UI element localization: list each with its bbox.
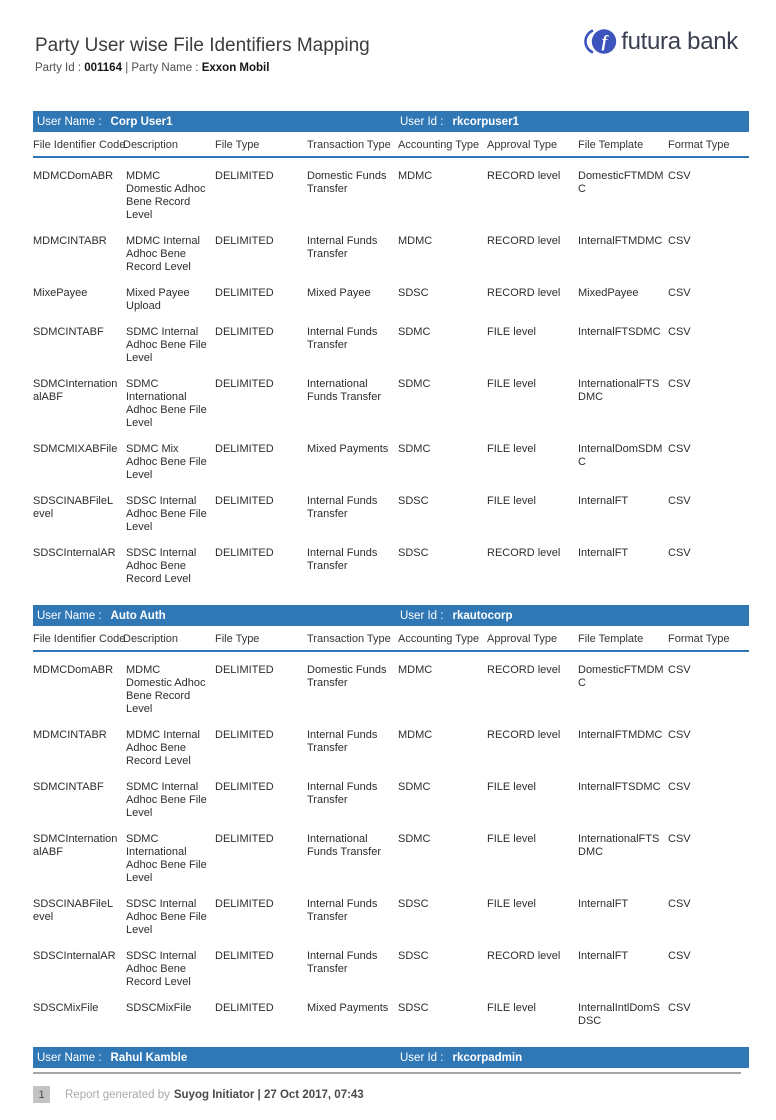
cell: SDSCMixFile: [33, 1002, 99, 1014]
cell: InternalFT: [578, 898, 629, 910]
cell: SDSC: [398, 898, 429, 910]
table-row: [33, 1002, 749, 1041]
page-number-badge: 1: [33, 1086, 50, 1103]
page-footer: [33, 1072, 741, 1103]
cell: SDSC Internal Adhoc Bene Record Level: [126, 547, 197, 585]
user-name-label: User Name :: [37, 1051, 102, 1064]
cell: SDMC: [398, 378, 431, 390]
brand-wordmark: futura bank: [621, 27, 738, 55]
cell: SDMC: [398, 326, 431, 338]
column-header-approval-type: Approval Type: [487, 132, 578, 157]
user-id-label: User Id :: [400, 115, 444, 128]
user-name-label: User Name :: [37, 115, 102, 128]
cell: MDMC Domestic Adhoc Bene Record Level: [126, 664, 206, 715]
cell: Internal Funds Transfer: [307, 547, 378, 572]
cell: RECORD level: [487, 170, 561, 182]
cell: SDMC: [398, 781, 431, 793]
cell: SDSCInternalAR: [33, 547, 116, 559]
table-row: [33, 378, 749, 443]
cell: SDMC Internal Adhoc Bene File Level: [126, 326, 207, 364]
cell: InternationalFTSDMC: [578, 833, 660, 858]
cell: InternalDomSDMC: [578, 443, 663, 468]
cell: Internal Funds Transfer: [307, 950, 378, 975]
column-header-file-identifier-code: File Identifier Code: [33, 626, 123, 651]
user-bar: [33, 111, 749, 132]
cell: CSV: [668, 326, 691, 338]
cell: RECORD level: [487, 287, 561, 299]
user-name-group: [37, 1052, 187, 1064]
column-header-file-identifier-code: File Identifier Code: [33, 132, 123, 157]
file-identifier-table: [33, 132, 749, 599]
cell: CSV: [668, 898, 691, 910]
cell: FILE level: [487, 833, 536, 845]
cell: InternalFT: [578, 547, 629, 559]
cell: SDMC International Adhoc Bene File Level: [126, 378, 207, 429]
party-separator: |: [125, 62, 129, 74]
cell: SDMCInternationalABF: [33, 378, 118, 403]
user-name-value: Auto Auth: [110, 609, 166, 622]
cell: SDMC Internal Adhoc Bene File Level: [126, 781, 207, 819]
column-header-file-type: File Type: [215, 132, 307, 157]
table-row: [33, 898, 749, 950]
cell: InternalFT: [578, 495, 629, 507]
cell: SDMC: [398, 443, 431, 455]
cell: Internal Funds Transfer: [307, 235, 378, 260]
table-row: [33, 287, 749, 326]
cell: MDMC: [398, 664, 433, 676]
cell: FILE level: [487, 443, 536, 455]
column-header-row: [33, 626, 749, 651]
cell: SDMC Mix Adhoc Bene File Level: [126, 443, 207, 481]
cell: DELIMITED: [215, 833, 274, 845]
table-row: [33, 729, 749, 781]
cell: SDSC Internal Adhoc Bene File Level: [126, 495, 207, 533]
user-id-value: rkcorpadmin: [452, 1051, 523, 1064]
user-id-label: User Id :: [400, 609, 444, 622]
user-id-value: rkcorpuser1: [452, 115, 519, 128]
table-row: [33, 495, 749, 547]
party-info: [35, 62, 776, 74]
cell: DELIMITED: [215, 950, 274, 962]
cell: MDMCINTABR: [33, 235, 107, 247]
column-header-accounting-type: Accounting Type: [398, 626, 487, 651]
cell: CSV: [668, 378, 691, 390]
cell: MDMC Internal Adhoc Bene Record Level: [126, 235, 200, 273]
cell: Internal Funds Transfer: [307, 495, 378, 520]
cell: RECORD level: [487, 235, 561, 247]
column-header-format-type: Format Type: [668, 626, 749, 651]
cell: MDMC Domestic Adhoc Bene Record Level: [126, 170, 206, 221]
user-file-mapping-section: [33, 1047, 749, 1068]
cell: InternalIntlDomSDSC: [578, 1002, 660, 1027]
table-row: [33, 443, 749, 495]
cell: DELIMITED: [215, 495, 274, 507]
cell: SDSCINABFileLevel: [33, 495, 114, 520]
cell: FILE level: [487, 1002, 536, 1014]
user-name-group: [37, 610, 166, 622]
cell: SDSC: [398, 495, 429, 507]
cell: DELIMITED: [215, 1002, 274, 1014]
cell: InternalFT: [578, 950, 629, 962]
user-file-mapping-section: [33, 111, 749, 599]
cell: InternalFTMDMC: [578, 729, 663, 741]
generated-by-value: Suyog Initiator | 27 Oct 2017, 07:43: [173, 1088, 364, 1101]
futura-bank-icon: [584, 26, 617, 57]
column-header-accounting-type: Accounting Type: [398, 132, 487, 157]
cell: FILE level: [487, 495, 536, 507]
cell: Domestic Funds Transfer: [307, 664, 387, 689]
cell: MDMCDomABR: [33, 664, 114, 676]
cell: FILE level: [487, 898, 536, 910]
cell: Internal Funds Transfer: [307, 781, 378, 806]
cell: CSV: [668, 950, 691, 962]
cell: CSV: [668, 1002, 691, 1014]
table-row: [33, 781, 749, 833]
cell: DELIMITED: [215, 729, 274, 741]
cell: RECORD level: [487, 547, 561, 559]
generated-by-label: Report generated by: [65, 1088, 170, 1101]
page-title: Party User wise File Identifiers Mapping: [35, 35, 370, 56]
cell: DELIMITED: [215, 378, 274, 390]
user-id-value: rkautocorp: [452, 609, 513, 622]
column-header-description: Description: [123, 626, 215, 651]
cell: SDSCInternalAR: [33, 950, 116, 962]
cell: Internal Funds Transfer: [307, 898, 378, 923]
cell: SDMCInternationalABF: [33, 833, 118, 858]
table-row: [33, 235, 749, 287]
column-header-transaction-type: Transaction Type: [307, 132, 398, 157]
cell: SDSCMixFile: [126, 1002, 192, 1014]
cell: DELIMITED: [215, 287, 274, 299]
cell: SDMCINTABF: [33, 781, 104, 793]
cell: MDMCINTABR: [33, 729, 107, 741]
user-id-group: [400, 116, 519, 128]
column-header-format-type: Format Type: [668, 132, 749, 157]
file-identifier-table: [33, 626, 749, 1041]
cell: International Funds Transfer: [307, 378, 381, 403]
cell: Internal Funds Transfer: [307, 326, 378, 351]
cell: Mixed Payee: [307, 287, 371, 299]
cell: SDSC: [398, 287, 429, 299]
table-row: [33, 326, 749, 378]
cell: DELIMITED: [215, 547, 274, 559]
tables-area: [33, 111, 749, 1068]
party-name-label: Party Name :: [131, 62, 199, 74]
user-id-label: User Id :: [400, 1051, 444, 1064]
report-header: [0, 0, 776, 74]
user-name-value: Corp User1: [110, 115, 173, 128]
table-row: [33, 950, 749, 1002]
user-file-mapping-section: [33, 605, 749, 1041]
cell: SDMC: [398, 833, 431, 845]
logo-letter: f: [601, 32, 608, 51]
column-header-row: [33, 132, 749, 157]
cell: DomesticFTMDMC: [578, 170, 664, 195]
user-id-group: [400, 610, 513, 622]
cell: CSV: [668, 729, 691, 741]
cell: Mixed Payee Upload: [126, 287, 190, 312]
cell: MixedPayee: [578, 287, 639, 299]
column-header-transaction-type: Transaction Type: [307, 626, 398, 651]
cell: InternalFTSDMC: [578, 781, 661, 793]
cell: CSV: [668, 781, 691, 793]
cell: DELIMITED: [215, 235, 274, 247]
cell: CSV: [668, 495, 691, 507]
cell: Mixed Payments: [307, 1002, 389, 1014]
user-bar: [33, 605, 749, 626]
cell: InternalFTSDMC: [578, 326, 661, 338]
cell: SDSC Internal Adhoc Bene Record Level: [126, 950, 197, 988]
cell: SDSC: [398, 547, 429, 559]
table-row: [33, 547, 749, 599]
user-id-group: [400, 1052, 522, 1064]
cell: RECORD level: [487, 950, 561, 962]
user-name-group: [37, 116, 173, 128]
cell: DELIMITED: [215, 326, 274, 338]
cell: CSV: [668, 833, 691, 845]
cell: Mixed Payments: [307, 443, 389, 455]
column-header-file-template: File Template: [578, 132, 668, 157]
footer-row: [33, 1086, 741, 1103]
cell: DELIMITED: [215, 664, 274, 676]
footer-divider: [33, 1072, 741, 1074]
cell: MDMC: [398, 235, 433, 247]
cell: SDSC: [398, 950, 429, 962]
futura-bank-logo: [584, 26, 738, 57]
cell: DELIMITED: [215, 781, 274, 793]
cell: CSV: [668, 170, 691, 182]
cell: SDSC Internal Adhoc Bene File Level: [126, 898, 207, 936]
cell: Domestic Funds Transfer: [307, 170, 387, 195]
cell: MDMCDomABR: [33, 170, 114, 182]
cell: DELIMITED: [215, 170, 274, 182]
table-row: [33, 833, 749, 898]
cell: CSV: [668, 287, 691, 299]
party-id-value: 001164: [84, 62, 122, 74]
cell: CSV: [668, 664, 691, 676]
user-name-value: Rahul Kamble: [110, 1051, 188, 1064]
cell: SDMC International Adhoc Bene File Level: [126, 833, 207, 884]
cell: Internal Funds Transfer: [307, 729, 378, 754]
user-bar: [33, 1047, 749, 1068]
cell: SDSCINABFileLevel: [33, 898, 114, 923]
cell: SDMCINTABF: [33, 326, 104, 338]
cell: DomesticFTMDMC: [578, 664, 664, 689]
cell: FILE level: [487, 326, 536, 338]
column-header-description: Description: [123, 132, 215, 157]
cell: MDMC: [398, 170, 433, 182]
table-row: [33, 157, 749, 235]
cell: MDMC Internal Adhoc Bene Record Level: [126, 729, 200, 767]
table-row: [33, 651, 749, 729]
cell: MixePayee: [33, 287, 88, 299]
cell: DELIMITED: [215, 443, 274, 455]
cell: InternationalFTSDMC: [578, 378, 660, 403]
cell: SDSC: [398, 1002, 429, 1014]
cell: DELIMITED: [215, 898, 274, 910]
cell: SDMCMIXABFile: [33, 443, 118, 455]
party-id-label: Party Id :: [35, 62, 82, 74]
cell: FILE level: [487, 378, 536, 390]
cell: MDMC: [398, 729, 433, 741]
column-header-file-type: File Type: [215, 626, 307, 651]
cell: International Funds Transfer: [307, 833, 381, 858]
cell: CSV: [668, 443, 691, 455]
column-header-file-template: File Template: [578, 626, 668, 651]
cell: RECORD level: [487, 664, 561, 676]
cell: InternalFTMDMC: [578, 235, 663, 247]
cell: CSV: [668, 235, 691, 247]
user-name-label: User Name :: [37, 609, 102, 622]
party-name-value: Exxon Mobil: [201, 62, 270, 74]
column-header-approval-type: Approval Type: [487, 626, 578, 651]
cell: FILE level: [487, 781, 536, 793]
cell: CSV: [668, 547, 691, 559]
cell: RECORD level: [487, 729, 561, 741]
